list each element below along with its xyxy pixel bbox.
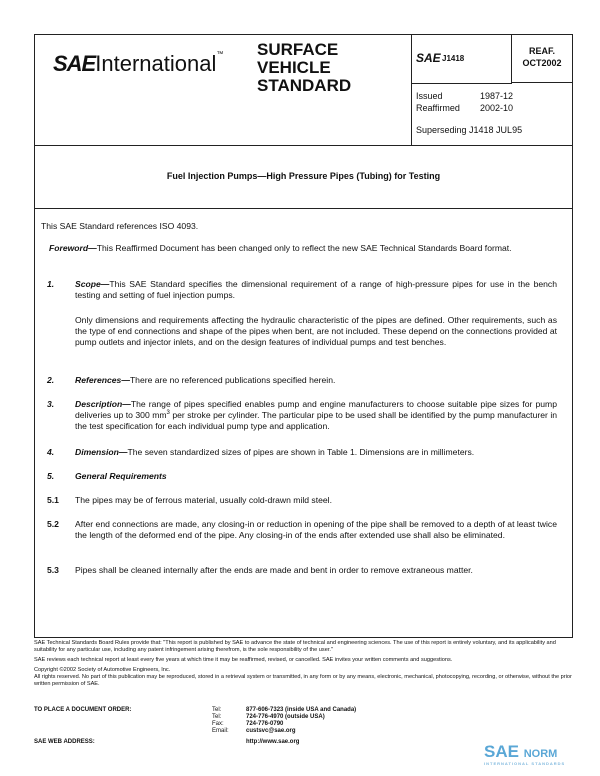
standard-type: SURFACE VEHICLE STANDARD: [257, 40, 352, 95]
document-header: [35, 35, 572, 146]
document-title: Fuel Injection Pumps—High Pressure Pipes (Tubing) for Testing: [35, 145, 572, 209]
sae-international-logo: SAEInternational™: [53, 51, 224, 76]
intro: This SAE Standard references ISO 4093.: [41, 221, 199, 231]
sae-norm-watermark: SAE NORM INTERNATIONAL STANDARDS: [484, 742, 566, 766]
document-number: J1418: [442, 54, 465, 63]
issue-dates: Issued 1987-12 Reaffirmed 2002-10 Superseding J1418 JUL95: [411, 83, 573, 145]
foreword: Foreword—This Reaffirmed Document has been changed only to reflect the new SAE Technical Standards Board format.: [49, 243, 512, 253]
web-link[interactable]: http://www.sae.org: [246, 739, 300, 745]
legal-footer: SAE Technical Standards Board Rules provide that: "This report is published by SAE to advance the state of technical and engineering sciences. The use of this report is entirely voluntary, and its applicability and suitability for any particular use, including any patent infringement arising therefrom, is the sole responsibility of the user." SAE reviews each technical report at least every five years at which time it may be reaffirmed, revised, or cancelled. SAE invites your written comments and suggestions. Copyright ©2002 Society of Automotive Engineers, Inc. All rights reserved. No part of this publication may be reproduced, stored in a retrieval system or transmitted, in any form or by any means, electronic, mechanical, photocopying, recording, or otherwise, without the prior written permission of SAE.: [34, 640, 572, 687]
document-frame: SAEInternational™ SURFACE VEHICLE STANDARD SAE J1418 REAF. OCT2002 Issued 1987-12 Reaffirmed 2002-10 Superseding J1418 JUL95 Fuel Injection Pumps—High Pressure Pipes (Tubing) for Testing This SAE Standard references ISO 4093. Foreword—This Reaffirmed Document has been changed only to reflect the new SAE Technical Standards Board format. 1. Scope—This SAE Standard specifies the dimensional requirement of a range of high-pressure pipes for use in the bench testing and setting of fuel injection pumps. Only dimensions and requirements affecting the hydraulic characteristic of the pipes are defined. Other requirements, such as the type of end connections and shape of the pipes when bent, are not included. These depend on the connections provided at pump outlets and injector inlets, and on the design features of individual pumps and test benches. 2. References—There are no referenced publications specified herein. 3. Description—The range of pipes specified enables pump and engine manufacturers to choose suitable pipe sizes for pump deliveries up to 300 $mm^3$ per stroke per cylinder. The particular pipe to be used shall be identified by the pump manufacturer in the test specification for each individual pump type and application. 4. Dimension—The seven standardized sizes of pipes are shown in Table 1. Dimensions are in millimeters. 5. General Requirements 5.1 The pipes may be of ferrous material, usually cold-drawn mild steel. 5.2 After end connections are made, any closing-in or reduction in opening of the pipe shall be removed to a depth of at least twice the length of the deformed end of the pipe. Any closing-in of the ends after extended use shall also be eliminated. 5.3 Pipes shall be cleaned internally after the ends are made and bent in order to remove extraneous matter.: [34, 34, 573, 638]
reaffirmed-badge: REAF. OCT2002: [511, 35, 572, 83]
document-number-box: SAE J1418: [411, 35, 512, 84]
